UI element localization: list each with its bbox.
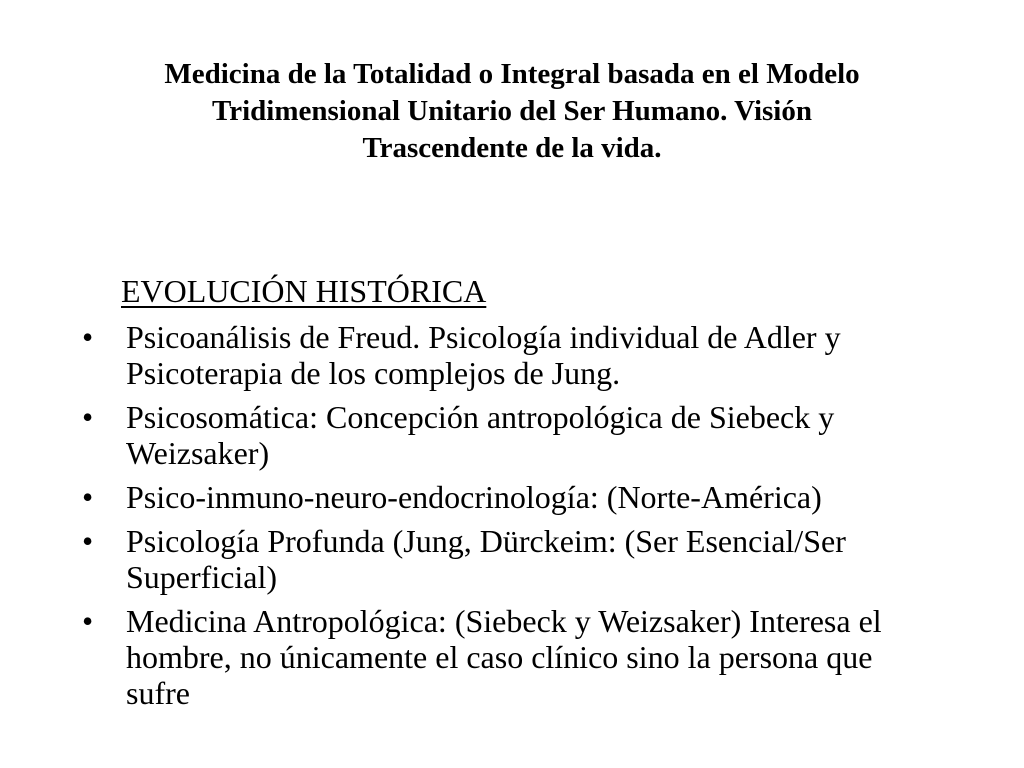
bullet-item [82, 603, 982, 711]
bullet-text-line: Psicoanálisis de Freud. Psicología individual de Adler y [126, 319, 841, 355]
title-line: Trascendente de la vida. [362, 132, 662, 164]
bullet-item [82, 319, 982, 391]
bullet-text-line: Psico-inmuno-neuro-endocrinología: (Norte-América) [126, 479, 822, 515]
bullet-text-line: Medicina Antropológica: (Siebeck y Weizsaker) Interesa el [126, 603, 882, 639]
bullet-text-line: Psicología Profunda (Jung, Dürckeim: (Ser Esencial/Ser [126, 523, 846, 559]
bullet-item [82, 399, 982, 471]
bullet-icon: • [82, 523, 94, 559]
title-line: Tridimensional Unitario del Ser Humano. Visión [212, 95, 812, 127]
bullet-text-line: Weizsaker) [126, 435, 270, 471]
section-heading: EVOLUCIÓN HISTÓRICA [121, 273, 487, 309]
title-line: Medicina de la Totalidad o Integral basada en el Modelo [164, 58, 860, 90]
slide-title [80, 56, 944, 167]
bullet-icon: • [82, 319, 94, 355]
bullet-text-line: sufre [126, 675, 190, 711]
bullet-icon: • [82, 479, 94, 515]
bullet-item [82, 479, 982, 515]
bullet-list [82, 319, 982, 719]
bullet-text-line: hombre, no únicamente el caso clínico sino la persona que [126, 639, 873, 675]
bullet-text-line: Superficial) [126, 559, 278, 595]
bullet-item [82, 523, 982, 595]
bullet-icon: • [82, 399, 94, 435]
bullet-text-line: Psicosomática: Concepción antropológica de Siebeck y [126, 399, 835, 435]
bullet-icon: • [82, 603, 94, 639]
bullet-text-line: Psicoterapia de los complejos de Jung. [126, 355, 621, 391]
